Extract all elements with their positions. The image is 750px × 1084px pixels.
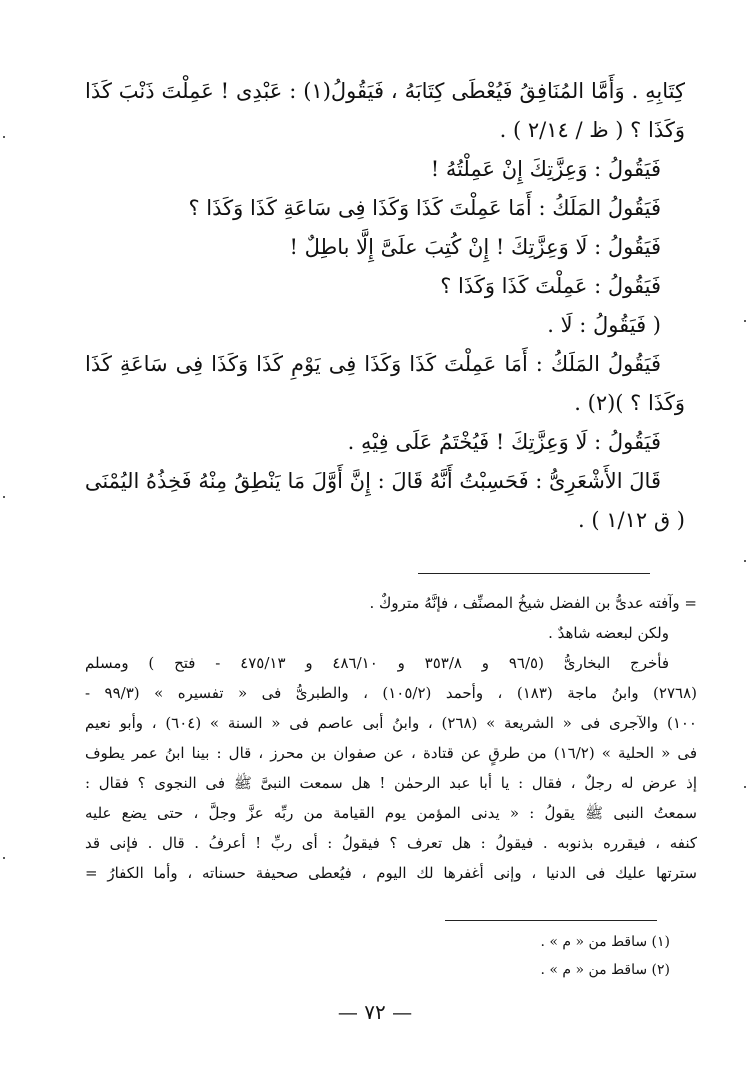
main-line: فَيَقُولُ المَلَكُ : أَمَا عَمِلْتَ كَذَا وَكَذَا فِى سَاعَةِ كَذَا وَكَذَا ؟ xyxy=(188,196,661,220)
main-line: فَيَقُولُ المَلَكُ : أَمَا عَمِلْتَ كَذَا وَكَذَا فِى يَوْمِ كَذَا وَكَذَا فِى سَاعَةِ كَذَا xyxy=(85,352,661,376)
footnote-line: ولكن لبعضه شاهدٌ . xyxy=(548,624,669,642)
footnote-line: ١٠٠) والآجرى فى « الشريعة » (٢٦٨) ، وابنُ أبى عاصم فى « السنة » (٦٠٤) ، وأبو نعيم xyxy=(85,714,697,732)
scan-speck xyxy=(744,320,746,322)
page-number: — ٧٢ — xyxy=(337,1000,413,1024)
main-line: ( فَيَقُولُ : لَا . xyxy=(547,313,661,337)
footnote-line: سمعتُ النبى ﷺ يقولُ : « يدنى المؤمن يوم القيامة من ربِّه عزَّ وجلَّ ، حتى يضع عليه xyxy=(85,804,697,822)
scan-speck xyxy=(3,857,5,859)
editorial-notes xyxy=(300,928,670,984)
notes-separator xyxy=(445,920,657,921)
main-line: فَيَقُولُ : وَعِزَّتِكَ إِنْ عَمِلْتُهُ ! xyxy=(430,157,661,181)
main-line: فَيَقُولُ : لَا وَعِزَّتِكَ ! فَيُخْتَمُ عَلَى فِيْهِ . xyxy=(347,430,661,454)
scan-speck xyxy=(3,136,5,138)
main-line: وَكَذَا ؟ ( ظ / ٢/١٤ ) . xyxy=(499,118,685,142)
footnote-line: فأخرج البخارىُّ (٩٦/٥ و ٣٥٣/٨ و ٤٨٦/١٠ و ٤٧٥/١٣ - فتح ) ومسلم xyxy=(85,654,670,672)
footnote-separator xyxy=(418,573,650,574)
main-line: فَيَقُولُ : لَا وَعِزَّتِكَ ! إِنْ كُتِبَ علَىَّ إِلَّا باطِلٌ ! xyxy=(289,235,661,259)
main-line: فَيَقُولُ : عَمِلْتَ كَذَا وَكَذَا ؟ xyxy=(440,274,661,298)
main-line: وَكَذَا ؟ )(٢) . xyxy=(574,391,685,415)
footnote-line: سترتها عليك فى الدنيا ، وإنى أغفرها لك اليوم ، فيُعطى صحيفة حسناته ، وأما الكفارُ = xyxy=(85,864,697,882)
note-line: (١) ساقط من « م » . xyxy=(540,934,670,950)
footnote-continuation xyxy=(85,588,697,888)
main-line: كِتَابِهِ . وَأَمَّا المُنَافِقُ فَيُعْطَى كِتَابَهُ ، فَيَقُولُ(١) : عَبْدِى ! عَمِلْتَ ذَنْبَ كَذَا xyxy=(85,79,685,103)
scan-speck xyxy=(744,560,746,562)
main-text xyxy=(85,72,685,540)
footnote-line: (٢٧٦٨) وابنُ ماجة (١٨٣) ، وأحمد (١٠٥/٢) ، والطبرىُّ فى « تفسيره » (٩٩/٣ - xyxy=(85,684,697,702)
footnote-line: إذ عرض له رجلٌ ، فقال : يا أبا عبد الرحمٰن ! هل سمعت النبىَّ ﷺ فى النجوى ؟ فقال : xyxy=(85,774,697,792)
footnote-line: = وآفته عدىُّ بن الفضل شيخُ المصنِّف ، فإنَّهُ متروكٌ . xyxy=(369,594,697,612)
note-line: (٢) ساقط من « م » . xyxy=(540,962,670,978)
main-line: ( ق ١/١٢ ) . xyxy=(578,508,685,532)
footnote-line: كنفه ، فيقرره بذنوبه . فيقولُ : هل تعرف ؟ فيقولُ : أى ربِّ ! أعرفُ . قال . فإنى قد xyxy=(85,834,697,852)
scan-speck xyxy=(744,786,746,788)
scan-speck xyxy=(3,496,5,498)
main-line: قَالَ الأَشْعَرِىُّ : فَحَسِبْتُ أَنَّهُ قَالَ : إِنَّ أَوَّلَ مَا يَنْطِقُ مِنْهُ فَخِذُهُ اليُمْنَى xyxy=(85,469,661,493)
footnote-line: فى « الحلية » (١٦/٢) من طرقٍ عن قتادة ، عن صفوان بن محرز ، قال : بينا ابنُ عمر يطوف xyxy=(85,744,697,762)
